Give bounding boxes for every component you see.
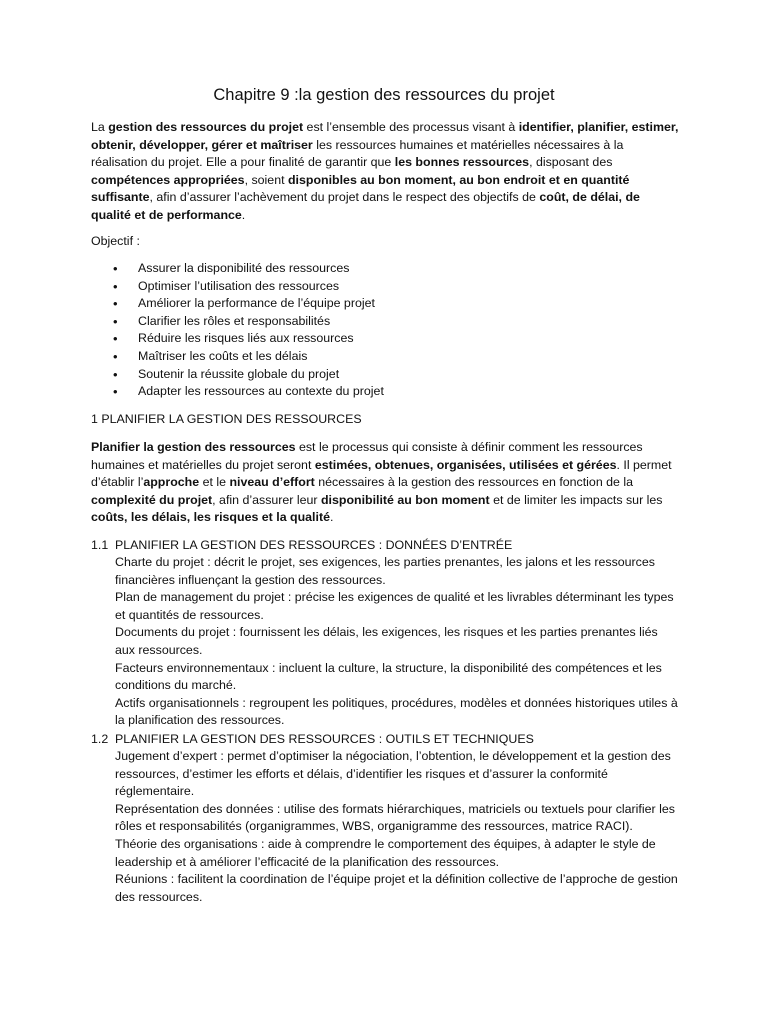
text-run: nécessaires à la gestion des ressources en fonction de la — [314, 475, 634, 490]
list-item: Théorie des organisations : aide à comprendre le comportement des équipes, à adapter le style de leadership et à améliorer l’efficacité de la planification des ressources. — [115, 836, 656, 869]
page-title: Chapitre 9 :la gestion des ressources du projet — [213, 86, 555, 104]
text-run: et de limiter les impacts sur les — [489, 492, 663, 507]
bold-text: niveau d’effort — [229, 475, 315, 490]
bold-text: approche — [143, 475, 200, 490]
bold-text: disponibles au bon moment, au bon endroit et en quantité suffisante — [91, 172, 630, 205]
subsection-items-1-2 — [115, 748, 680, 906]
list-item: Représentation des données : utilise des formats hiérarchiques, matriciels ou textuels pour clarifier les rôles et responsabilités (organigrammes, WBS, organigramme des ressources, matrice RACI). — [115, 801, 675, 834]
list-item: Plan de management du projet : précise les exigences de qualité et les livrables déterminant les types et quantités de ressources. — [115, 590, 674, 622]
list-item: Facteurs environnementaux : incluent la culture, la structure, la disponibilité des compétences et les conditions du marché. — [115, 660, 662, 693]
objectif-item: • Maîtriser les coûts et les délais — [91, 348, 384, 366]
text-run: , soient — [244, 172, 288, 187]
text-run: les ressources humaines et matérielles nécessaires à la réalisation du projet. Elle a pour finalité de garantir que — [91, 137, 624, 170]
bold-text: estimées, obtenues, organisées, utilisées et gérées — [314, 457, 617, 472]
text-run: La — [91, 120, 109, 134]
objectif-label: Objectif : — [91, 234, 140, 248]
text-run: . — [329, 510, 334, 525]
text-run: , disposant des — [529, 155, 613, 170]
text-run: , afin d’assurer l’achèvement du projet dans le respect des objectifs de — [149, 190, 540, 205]
bold-text: Planifier la gestion des ressources — [91, 440, 296, 454]
section-paragraph — [91, 439, 681, 527]
subsection-number: 1.2 — [91, 732, 109, 746]
objectif-list — [91, 260, 384, 401]
subsection-items-1-1 — [115, 554, 680, 730]
bold-text: complexité du projet — [91, 492, 213, 507]
bold-text: les bonnes ressources — [394, 155, 530, 170]
objectif-item: • Clarifier les rôles et responsabilités — [91, 313, 384, 331]
objectif-item: • Adapter les ressources au contexte du projet — [91, 383, 384, 401]
bold-text: compétences appropriées — [91, 172, 245, 187]
subsection-title: PLANIFIER LA GESTION DES RESSOURCES : OUTILS ET TECHNIQUES — [115, 732, 534, 746]
bold-text: coût, de délai, de qualité et de performance — [91, 190, 640, 222]
text-run: et le — [199, 475, 230, 490]
bold-text: identifier, planifier, estimer, obtenir, développer, gérer et maîtriser — [91, 120, 679, 152]
text-run: est le processus qui consiste à définir comment les ressources humaines et matérielles du projet seront — [91, 440, 643, 472]
bold-text: gestion des ressources du projet — [108, 120, 304, 134]
list-item: Jugement d’expert : permet d’optimiser la négociation, l’obtention, le développement et la gestion des ressources, d’estimer les efforts et délais, d’identifier les risques et d’assurer la conformité réglementaire. — [115, 749, 671, 799]
text-run: , afin d’assurer leur — [212, 492, 321, 507]
subsection-number: 1.1 — [91, 538, 109, 552]
objectif-item: • Soutenir la réussite globale du projet — [91, 366, 384, 384]
objectif-item: • Assurer la disponibilité des ressources — [91, 260, 384, 278]
intro-paragraph — [91, 119, 681, 225]
objectif-item: • Améliorer la performance de l’équipe projet — [91, 295, 384, 313]
list-item: Actifs organisationnels : regroupent les politiques, procédures, modèles et données historiques utiles à la planification des ressources. — [115, 695, 678, 728]
bold-text: coûts, les délais, les risques et la qualité — [91, 510, 330, 525]
section-heading: 1 PLANIFIER LA GESTION DES RESSOURCES — [91, 412, 362, 426]
list-item: Réunions : facilitent la coordination de l’équipe projet et la définition collective de l’approche de gestion des ressources. — [115, 872, 678, 904]
bold-text: disponibilité au bon moment — [320, 492, 490, 507]
subsection-title: PLANIFIER LA GESTION DES RESSOURCES : DONNÉES D’ENTRÉE — [115, 538, 513, 552]
objectif-item: • Optimiser l’utilisation des ressources — [91, 278, 384, 296]
text-run: . Il permet d’établir l’ — [91, 457, 672, 490]
list-item: Documents du projet : fournissent les délais, les exigences, les risques et les parties prenantes liés aux ressources. — [115, 625, 658, 657]
text-run: . — [241, 207, 246, 222]
objectif-item: • Réduire les risques liés aux ressources — [91, 330, 384, 348]
text-run: est l’ensemble des processus visant à — [303, 120, 519, 134]
list-item: Charte du projet : décrit le projet, ses exigences, les parties prenantes, les jalons et les ressources financières influençant la gestion des ressources. — [115, 555, 655, 587]
